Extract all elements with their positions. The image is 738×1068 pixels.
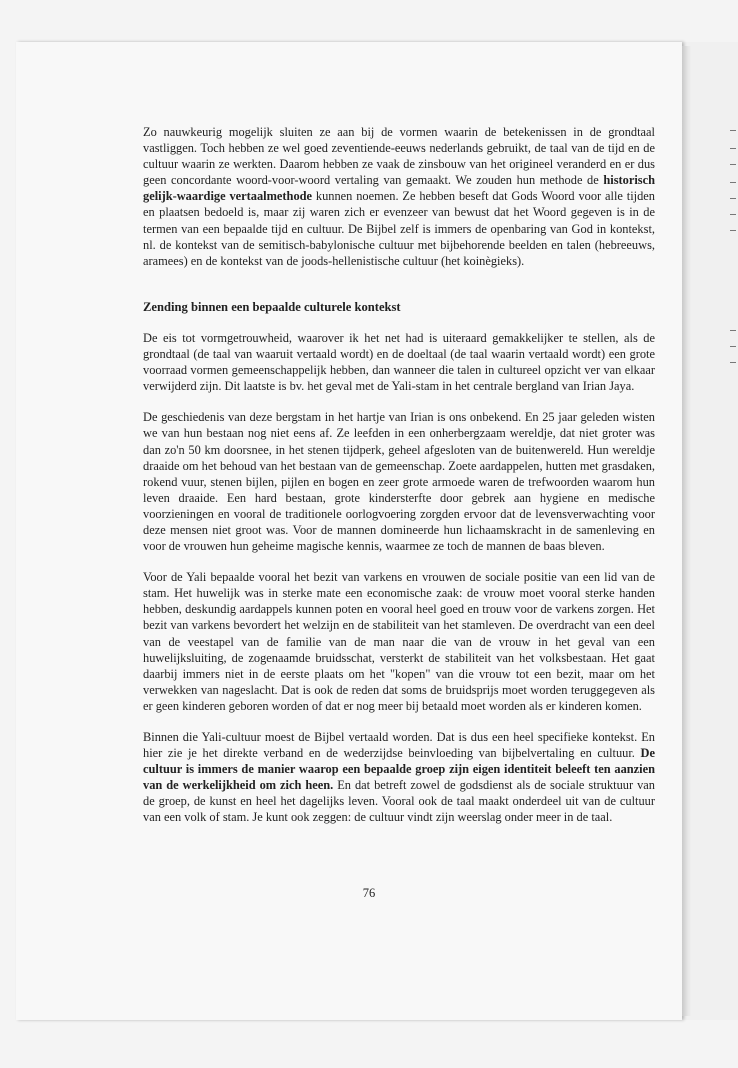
paragraph-text: Zo nauwkeurig mogelijk sluiten ze aan bij de vormen waarin de betekenissen in de grondtaal vastliggen. Toch hebben ze wel goed zeventiende-eeuws nederlands gebruikt, de taal van de tijd en de cultuur waarin ze werkten. Daarom hebben ze vaak de zinsbouw van het origineel veranderd en er dus geen concordante woord-voor-woord vertaling van gemaakt. We zouden hun methode de [143, 125, 655, 188]
adjacent-text-fragment [730, 198, 736, 199]
paragraph [143, 729, 655, 826]
adjacent-text-fragment [730, 214, 736, 215]
paragraph [143, 330, 655, 394]
paragraph-text: En dat betreft zowel de godsdienst als de sociale struktuur van de groep, de kunst en heel het dagelijks leven. Vooral ook de taal maakt onderdeel uit van de cultuur van een volk of stam. Je kunt ook zeggen: de cultuur vindt zijn weerslag onder meer in de taal. [143, 778, 655, 825]
adjacent-text-fragment [730, 148, 736, 149]
adjacent-text-fragment [730, 330, 736, 331]
adjacent-text-fragment [730, 346, 736, 347]
page-text-block [143, 124, 655, 841]
bold-statement: De cultuur is immers de manier waarop een bepaalde groep zijn eigen identiteit beleeft ten aanzien van de werkelijkheid om zich heen. [143, 746, 655, 793]
adjacent-text-fragment [730, 130, 736, 131]
paragraph-text: De eis tot vormgetrouwheid, waarover ik het net had is uiteraard gemakkelijker te stellen, als de grondtaal (de taal van waaruit vertaald wordt) en de doeltaal (de taal waarin vertaald wordt) een grote voorraad vormen gemeenschappelijk hebben, dan wanneer die talen in cultureel opzicht ver van elkaar verwijderd zijn. Dit laatste is bv. het geval met de Yali-stam in het centrale bergland van Irian Jaya. [143, 330, 655, 394]
section-heading: Zending binnen een bepaalde culturele kontekst [143, 299, 401, 314]
adjacent-text-fragment [730, 362, 736, 363]
adjacent-text-fragment [730, 164, 736, 165]
paragraph [143, 124, 655, 269]
paragraph-text: kunnen noemen. Ze hebben beseft dat Gods Woord voor alle tijden en plaatsen bedoeld is, maar zij waren zich er evenzeer van bewust dat het Woord gegeven is in de termen van een bepaalde tijd en cultuur. De Bijbel zelf is immers de openbaring van God in kontekst, nl. de kontekst van de semitisch-babylonische cultuur met bijbehorende beelden en talen (hebreeuws, aramees) en de kontekst van de joods-hellenistische cultuur (het koinègieks). [143, 189, 655, 268]
paragraph [143, 569, 655, 714]
paragraph-text: Binnen die Yali-cultuur moest de Bijbel vertaald worden. Dat is dus een heel specifieke kontekst. En hier zie je het direkte verband en de wederzijdse beinvloeding van bijbelvertaling en cultuur. [143, 730, 655, 761]
paragraph-text: De geschiedenis van deze bergstam in het hartje van Irian is ons onbekend. En 25 jaar geleden wisten we van hun bestaan nog niet eens af. Ze leefden in een onherbergzaam wereldje, dat niet groter was dan zo'n 50 km doorsnee, in het stenen tijdperk, geheel afgesloten van de buitenwereld. Hun wereldje draaide om het behoud van het bestaan van de gemeenschap. Zoete aardappelen, hutten met grasdaken, rokend vuur, stenen bijlen, pijlen en bogen en zeer grote armoede waren de trefwoorden waarom hun leven draaide. Een hard bestaan, grote kindersterfte door gebrek aan hygiene en medische voorzieningen en vooral de traditionele oorlogvoering zorgden ervoor dat de levensverwachting voor deze mensen niet groot was. Voor de mannen domineerde hun lichaamskracht in de samenleving en voor de vrouwen hun geheime magische kennis, waarmee ze toch de mannen de baas bleven. [143, 410, 655, 554]
paragraph [143, 409, 655, 554]
page-spine-shadow [682, 46, 692, 1016]
adjacent-text-fragment [730, 182, 736, 183]
bold-term: historisch gelijk-waardige vertaalmethode [143, 173, 655, 204]
page-number: 76 [362, 886, 376, 900]
adjacent-text-fragment [730, 230, 736, 231]
paragraph-text: Voor de Yali bepaalde vooral het bezit van varkens en vrouwen de sociale positie van een lid van de stam. Het huwelijk was in sterke mate een economische zaak: de vrouw moet vooral sterke handen hebben, deskundig aardappels kunnen poten en vooral heel goed en trouw voor de varkens zorgen. Het bezit van varkens bevordert het welzijn en de stabiliteit van het stamleven. De overdracht van een deel van de veestapel van de familie van de man naar die van de vrouw in het geval van een huwelijksluiting, de zogenaamde bruidsschat, versterkt de stabiliteit van het volksbestaan. Het gaat daarbij immers niet in de eerste plaats om het "kopen" van die vrouw tot een bezit, maar om het verwekken van nageslacht. Dat is ook de reden dat soms de bruidsprijs moet worden teruggegeven als er geen kinderen geboren worden of dat er nog meer bij betaald moet worden als er kinderen komen. [143, 570, 655, 713]
